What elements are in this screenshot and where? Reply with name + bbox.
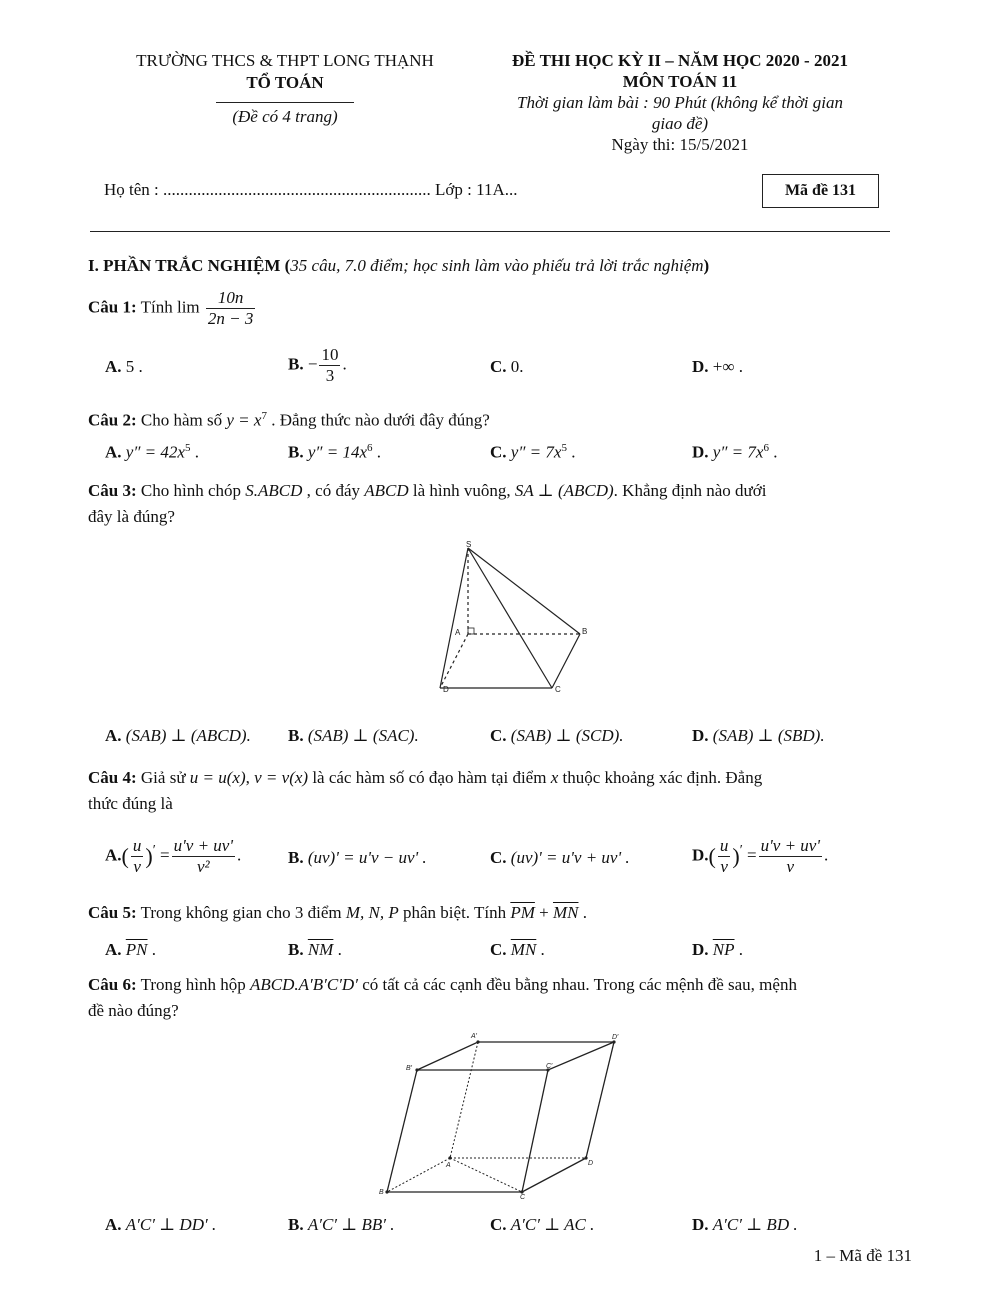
q3-text-4: . Khẳng định nào dưới bbox=[613, 481, 767, 500]
opt-label: C. bbox=[490, 442, 507, 462]
q2-expr: y = x bbox=[226, 410, 262, 430]
question-6 bbox=[88, 972, 797, 1024]
opt-text: y″ = 14x bbox=[307, 442, 367, 462]
time-line-2: giao đề) bbox=[651, 114, 709, 133]
question-4 bbox=[88, 765, 762, 817]
opt-label: C. bbox=[490, 848, 507, 867]
q4-m1: u = u(x) bbox=[189, 768, 246, 787]
opt-label: A. bbox=[105, 940, 122, 959]
q6-option-b[interactable] bbox=[288, 1215, 394, 1235]
opt-label: B. bbox=[288, 442, 304, 462]
divider bbox=[216, 102, 354, 103]
q2-option-d[interactable]: D. $y'' = 7x^6$ . bbox=[692, 442, 778, 462]
opt-text: (SAB) ⊥ (SCD). bbox=[510, 726, 624, 745]
student-info-line: Họ tên : ............................................................... Lớp : 11A... bbox=[104, 180, 518, 199]
opt-label: A. bbox=[105, 1215, 122, 1234]
opt-text: $\overline{PN}$ bbox=[125, 940, 148, 959]
q4-m3: x bbox=[550, 768, 559, 787]
q6-option-d[interactable] bbox=[692, 1215, 798, 1235]
page-footer: 1 – Mã đề 131 bbox=[813, 1246, 912, 1265]
q2-text-2: . Đẳng thức nào dưới đây đúng? bbox=[266, 410, 490, 430]
label-A1: A′ bbox=[471, 1033, 477, 1040]
opt-text: A′C′ ⊥ DD′ . bbox=[125, 1215, 217, 1234]
opt-label: D. bbox=[692, 940, 709, 959]
q6-m1: ABCD.A′B′C′D′ bbox=[250, 975, 358, 994]
section-title-bold: I. PHẦN TRẮC NGHIỆM ( bbox=[88, 256, 291, 275]
question-5 bbox=[88, 900, 587, 926]
q6-option-a[interactable] bbox=[105, 1215, 216, 1235]
opt-text: $\overline{NM}$ bbox=[307, 940, 334, 959]
q2-option-a[interactable]: A. $y'' = 42x^5$ . bbox=[105, 442, 199, 462]
opt-exp: 5 bbox=[184, 442, 191, 454]
opt-text: $\overline{NP}$ bbox=[712, 940, 735, 959]
q5-option-d[interactable]: D. $\overline{NP}$ . bbox=[692, 940, 744, 959]
label-S: S bbox=[466, 540, 472, 549]
label-C: C bbox=[520, 1194, 526, 1200]
exam-code: Mã đề 131 bbox=[784, 182, 857, 199]
time-line-1: Thời gian làm bài : 90 Phút (không kể thời gian bbox=[516, 93, 843, 112]
label-D: D bbox=[588, 1160, 594, 1167]
q6-label: Câu 6: bbox=[88, 975, 137, 994]
opt-label: A. bbox=[105, 442, 122, 462]
opt-label: A. bbox=[105, 845, 122, 865]
q1-option-b[interactable]: B. − $\frac{10}{3}$ . bbox=[288, 345, 347, 385]
q5-text-3: . bbox=[578, 903, 587, 922]
opt-text: y″ = 42x bbox=[125, 442, 185, 462]
subject: MÔN TOÁN 11 bbox=[622, 72, 738, 91]
q5-vec-1: $\overline{PM}$ bbox=[510, 903, 535, 922]
label-B: B bbox=[379, 1189, 384, 1196]
q5-text-2: phân biệt. Tính bbox=[398, 903, 511, 922]
q2-option-b[interactable]: B. $y'' = 14x^6$ . bbox=[288, 442, 381, 462]
q1-option-a[interactable] bbox=[105, 357, 143, 377]
header-right bbox=[470, 50, 890, 155]
opt-text: 0. bbox=[510, 357, 524, 376]
frac-den: v bbox=[786, 857, 795, 876]
box-figure bbox=[370, 1030, 630, 1200]
q1-den: 2n − 3 bbox=[207, 309, 254, 328]
opt-exp: 6 bbox=[367, 442, 373, 454]
q4-text-2: là các hàm số có đạo hàm tại điểm bbox=[308, 768, 551, 787]
label-B: B bbox=[582, 627, 588, 636]
opt-text: 5 . bbox=[125, 357, 143, 376]
q1-num: 10n bbox=[206, 288, 255, 309]
frac-num: u bbox=[719, 836, 729, 855]
exam-title: ĐỀ THI HỌC KỲ II – NĂM HỌC 2020 - 2021 bbox=[512, 51, 848, 70]
opt-text: A′C′ ⊥ BB′ . bbox=[307, 1215, 395, 1234]
q5-vec-2: $\overline{MN}$ bbox=[552, 903, 579, 922]
opt-text: y″ = 7x bbox=[510, 442, 562, 462]
q4-option-b[interactable] bbox=[288, 848, 427, 868]
label-A: A bbox=[455, 628, 461, 637]
q3-option-d[interactable] bbox=[692, 726, 825, 746]
opt-text: A′C′ ⊥ BD . bbox=[712, 1215, 798, 1234]
opt-label: C. bbox=[490, 726, 507, 745]
section-title-italic: 35 câu, 7.0 điểm; học sinh làm vào phiếu trả lời trắc nghiệm bbox=[290, 256, 704, 275]
opt-label: B. bbox=[288, 1215, 304, 1234]
opt-label: A. bbox=[105, 726, 122, 745]
q5-label: Câu 5: bbox=[88, 903, 137, 922]
q2-text: Cho hàm số bbox=[136, 410, 227, 430]
q6-line-2: đề nào đúng? bbox=[88, 1001, 179, 1020]
q3-text-2: , có đáy bbox=[302, 481, 365, 500]
opt-text: (SAB) ⊥ (ABCD). bbox=[125, 726, 251, 745]
q3-m2: ABCD bbox=[364, 481, 409, 500]
q3-text-3: là hình vuông, bbox=[408, 481, 515, 500]
department: TỔ TOÁN bbox=[246, 73, 324, 92]
q5-text: Trong không gian cho 3 điểm bbox=[136, 903, 346, 922]
frac-num: u'v + uv' bbox=[760, 836, 820, 855]
page-count: (Đề có 4 trang) bbox=[232, 107, 338, 126]
q2-option-c[interactable]: C. $y'' = 7x^5$ . bbox=[490, 442, 576, 462]
opt-label: D. bbox=[692, 442, 709, 462]
q1-label: Câu 1: bbox=[88, 297, 137, 317]
opt-label: B. bbox=[288, 848, 304, 867]
q1-option-d[interactable] bbox=[692, 357, 743, 377]
q1-fraction bbox=[206, 288, 255, 329]
q2-exp: 7 bbox=[261, 410, 267, 422]
opt-text: +∞ . bbox=[712, 357, 743, 376]
u-over-v bbox=[131, 836, 144, 877]
label-D: D bbox=[443, 685, 449, 694]
q3-m1: S.ABCD bbox=[245, 481, 303, 500]
question-1 bbox=[88, 288, 257, 329]
q5-plus: + bbox=[534, 903, 553, 922]
frac-den: 3 bbox=[325, 366, 335, 385]
q6-text: Trong hình hộp bbox=[136, 975, 251, 994]
question-3 bbox=[88, 478, 766, 530]
frac-den: v² bbox=[196, 857, 210, 876]
q6-option-c[interactable] bbox=[490, 1215, 594, 1235]
q1-text: Tính bbox=[136, 297, 177, 317]
opt-exp: 6 bbox=[763, 442, 769, 454]
opt-label: B. bbox=[288, 726, 304, 745]
opt-text: y″ = 7x bbox=[712, 442, 764, 462]
q2-label: Câu 2: bbox=[88, 410, 137, 430]
opt-label: C. bbox=[490, 1215, 507, 1234]
opt-exp: 5 bbox=[561, 442, 567, 454]
opt-text: (uv)' = u'v + uv' . bbox=[510, 848, 630, 867]
header-rule bbox=[90, 231, 890, 232]
opt-text: A′C′ ⊥ AC . bbox=[510, 1215, 595, 1234]
q4-d-fraction bbox=[759, 836, 822, 877]
q3-option-c[interactable] bbox=[490, 726, 624, 746]
opt-label: D. bbox=[692, 726, 709, 745]
q4-text-3: thuộc khoảng xác định. Đẳng bbox=[558, 768, 763, 787]
section-title-close: ) bbox=[703, 256, 710, 275]
opt-label: B. bbox=[288, 940, 304, 959]
school-name: TRƯỜNG THCS & THPT LONG THẠNH bbox=[136, 51, 434, 70]
q4-option-a[interactable]: A.( $\frac{u}{v}$ )′ = $\frac{u'v + uv'}{\text{v²}}$ . bbox=[105, 836, 242, 876]
frac-num: 10 bbox=[321, 345, 339, 364]
q1-b-fraction bbox=[319, 345, 340, 386]
q3-text: Cho hình chóp bbox=[136, 481, 246, 500]
q5-m1: M, N, P bbox=[345, 903, 399, 922]
opt-text: (SAB) ⊥ (SBD). bbox=[712, 726, 825, 745]
q1-lim: lim bbox=[176, 297, 200, 317]
exam-date: Ngày thi: 15/5/2021 bbox=[611, 135, 749, 154]
q5-option-b[interactable]: B. $\overline{NM}$ . bbox=[288, 940, 342, 959]
opt-label: D. bbox=[692, 845, 709, 865]
u-over-v bbox=[718, 836, 731, 877]
label-D1: D′ bbox=[612, 1034, 619, 1041]
q4-sep: , bbox=[245, 768, 255, 787]
pyramid-figure bbox=[430, 538, 600, 698]
section-title bbox=[88, 256, 709, 276]
header-left bbox=[100, 50, 470, 128]
q4-a-fraction bbox=[172, 836, 235, 877]
label-B1: B′ bbox=[406, 1065, 412, 1072]
opt-label: B. bbox=[288, 354, 304, 374]
q3-option-b[interactable] bbox=[288, 726, 419, 746]
opt-label: C. bbox=[490, 940, 507, 959]
q1-option-c[interactable] bbox=[490, 357, 524, 377]
opt-label: D. bbox=[692, 1215, 709, 1234]
q3-line-2: đây là đúng? bbox=[88, 507, 175, 526]
opt-label: D. bbox=[692, 357, 709, 376]
q5-option-a[interactable]: A. $\overline{PN}$ . bbox=[105, 940, 157, 959]
q4-option-c[interactable] bbox=[490, 848, 630, 868]
exam-code-box bbox=[762, 174, 879, 208]
q6-text-2: có tất cả các cạnh đều bằng nhau. Trong các mệnh đề sau, mệnh bbox=[357, 975, 797, 994]
question-2 bbox=[88, 403, 490, 434]
label-A: A bbox=[446, 1162, 451, 1169]
frac-num: u'v + uv' bbox=[173, 836, 233, 855]
opt-text: (uv)' = u'v − uv' . bbox=[307, 848, 427, 867]
q4-option-d[interactable]: D.( $\frac{u}{v}$ )′ = $\frac{u'v + uv'}{v}$ . bbox=[692, 836, 829, 876]
opt-text: $\overline{MN}$ bbox=[510, 940, 537, 959]
q3-m3: SA ⊥ (ABCD) bbox=[514, 481, 614, 500]
q4-label: Câu 4: bbox=[88, 768, 137, 787]
frac-den: v bbox=[133, 857, 141, 876]
frac-num: u bbox=[132, 836, 142, 855]
frac-den: v bbox=[720, 857, 728, 876]
opt-label: A. bbox=[105, 357, 122, 376]
q3-option-a[interactable] bbox=[105, 726, 251, 746]
q5-option-c[interactable]: C. $\overline{MN}$ . bbox=[490, 940, 545, 959]
q4-line-2: thức đúng là bbox=[88, 794, 173, 813]
q4-m2: v = v(x) bbox=[254, 768, 309, 787]
opt-label: C. bbox=[490, 357, 507, 376]
q3-label: Câu 3: bbox=[88, 481, 137, 500]
q4-text: Giả sử bbox=[136, 768, 190, 787]
label-C1: C′ bbox=[546, 1063, 553, 1070]
label-C: C bbox=[555, 685, 561, 694]
opt-text: (SAB) ⊥ (SAC). bbox=[307, 726, 419, 745]
